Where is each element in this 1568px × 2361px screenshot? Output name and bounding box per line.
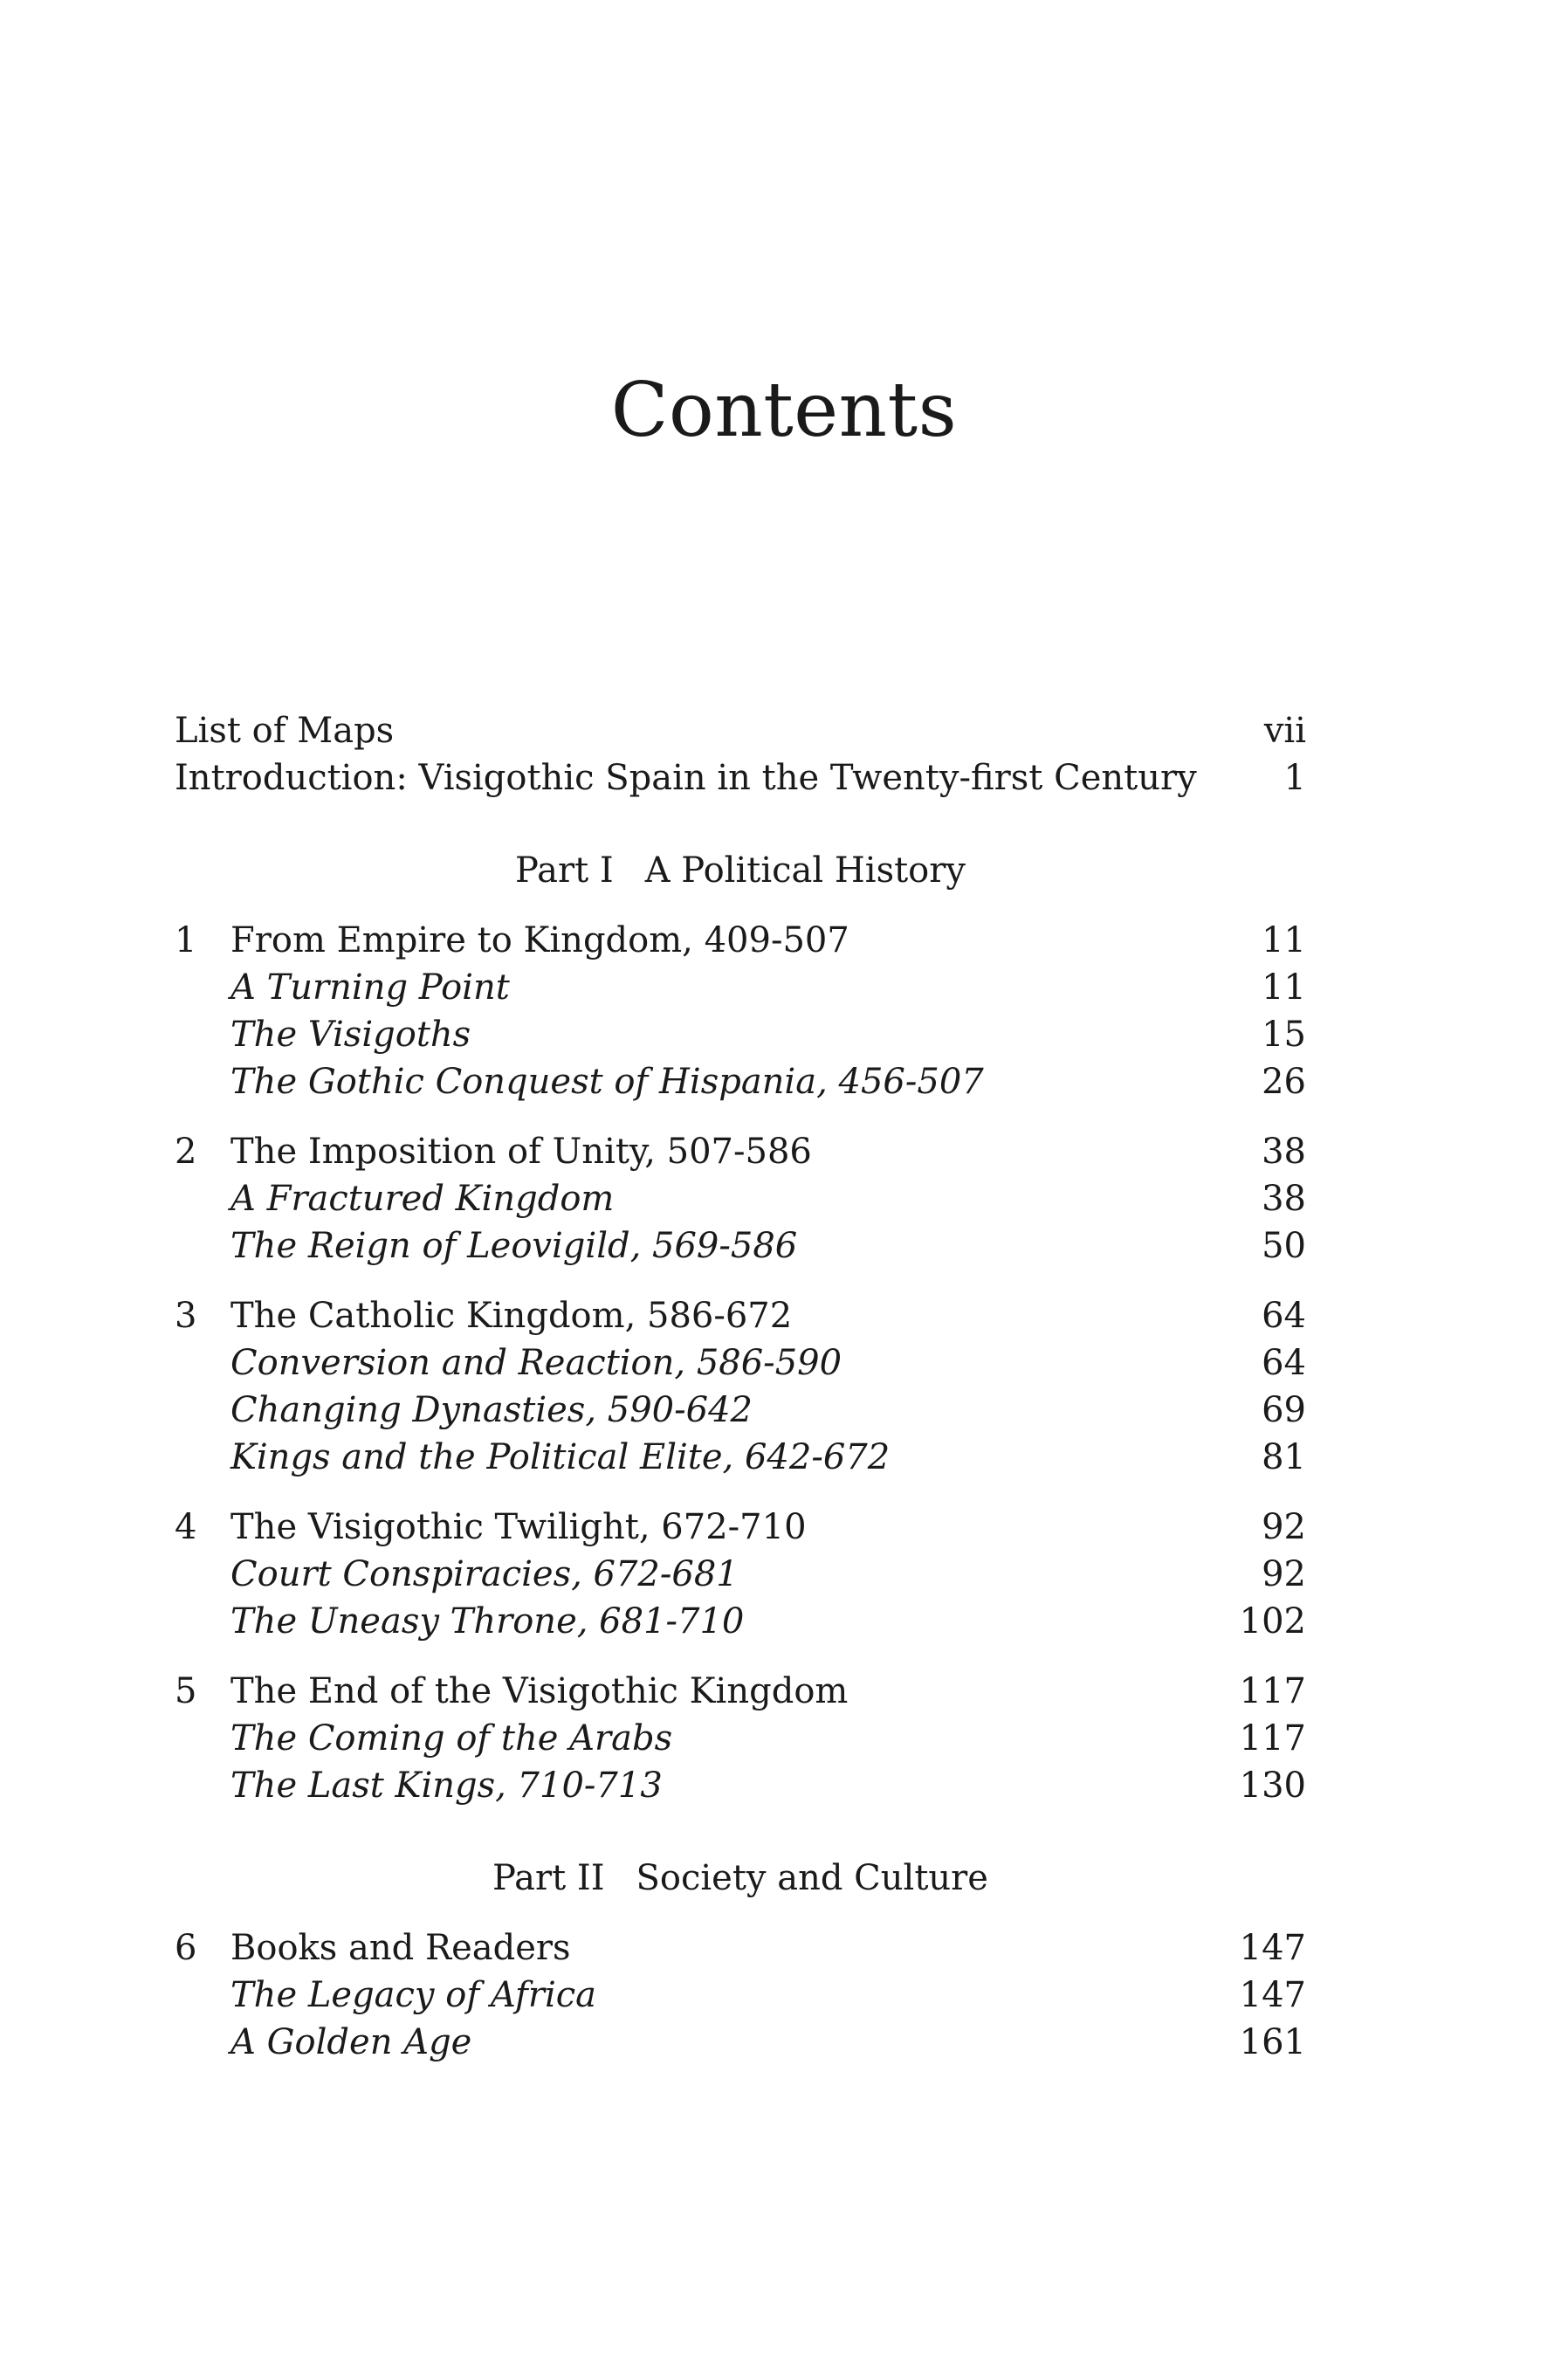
toc-chapter[interactable] <box>175 1668 1306 1715</box>
toc-chapter[interactable] <box>175 1504 1306 1551</box>
section-page: 102 <box>1239 1601 1306 1642</box>
toc-chapter[interactable] <box>175 1924 1306 1972</box>
section-page: 81 <box>1262 1437 1306 1477</box>
section-title: Court Conspiracies, 672-681 <box>230 1554 739 1594</box>
part-title: Society and Culture <box>636 1858 988 1898</box>
section-page: 50 <box>1262 1226 1306 1266</box>
toc-section[interactable] <box>175 1011 1306 1058</box>
toc-chapter[interactable] <box>175 1128 1306 1175</box>
chapter-group <box>175 917 1306 1105</box>
section-page: 69 <box>1262 1390 1306 1430</box>
toc-section[interactable] <box>175 1387 1306 1434</box>
chapter-number: 5 <box>175 1671 197 1711</box>
chapter-group <box>175 1292 1306 1481</box>
toc-chapter[interactable] <box>175 917 1306 964</box>
toc-section[interactable] <box>175 1339 1306 1387</box>
section-page: 26 <box>1262 1062 1306 1102</box>
section-title: Conversion and Reaction, 586-590 <box>230 1343 842 1383</box>
section-page: 161 <box>1239 2022 1306 2062</box>
section-page: 92 <box>1262 1554 1306 1594</box>
toc-section[interactable] <box>175 1762 1306 1809</box>
chapter-group <box>175 1924 1306 2066</box>
chapter-title: The Imposition of Unity, 507-586 <box>230 1132 812 1172</box>
section-title: The Uneasy Throne, 681-710 <box>230 1601 745 1642</box>
chapter-page: 147 <box>1239 1928 1306 1968</box>
toc-entry-page: 1 <box>1283 758 1306 798</box>
toc-entry-label: Introduction: Visigothic Spain in the Twenty-first Century <box>175 758 1197 798</box>
section-page: 130 <box>1239 1766 1306 1806</box>
toc-section[interactable] <box>175 1058 1306 1105</box>
part-heading <box>175 847 1306 894</box>
chapter-title: The End of the Visigothic Kingdom <box>230 1671 849 1711</box>
chapter-title: The Visigothic Twilight, 672-710 <box>230 1507 807 1547</box>
toc-entry-list-of-maps[interactable] <box>175 707 1306 754</box>
chapter-page: 117 <box>1239 1671 1306 1711</box>
section-page: 64 <box>1262 1343 1306 1383</box>
chapter-number: 4 <box>175 1507 197 1547</box>
part-title: A Political History <box>644 850 966 891</box>
part-number: Part II <box>492 1858 605 1898</box>
toc-entry-page: vii <box>1263 711 1306 751</box>
section-page: 15 <box>1262 1015 1306 1055</box>
toc-chapter[interactable] <box>175 1292 1306 1339</box>
section-title: The Last Kings, 710-713 <box>230 1766 663 1806</box>
chapter-group <box>175 1668 1306 1809</box>
chapter-page: 38 <box>1262 1132 1306 1172</box>
front-matter <box>175 707 1306 802</box>
chapter-page: 11 <box>1262 920 1306 960</box>
section-title: Kings and the Political Elite, 642-672 <box>230 1437 891 1477</box>
chapter-group <box>175 1128 1306 1270</box>
table-of-contents <box>175 707 1306 2089</box>
section-title: The Coming of the Arabs <box>230 1718 673 1759</box>
toc-section[interactable] <box>175 1434 1306 1481</box>
section-title: Changing Dynasties, 590-642 <box>230 1390 753 1430</box>
chapter-title: From Empire to Kingdom, 409-507 <box>230 920 849 960</box>
section-title: The Legacy of Africa <box>230 1975 596 2015</box>
toc-section[interactable] <box>175 1222 1306 1270</box>
section-title: The Gothic Conquest of Hispania, 456-507 <box>230 1062 984 1102</box>
chapter-number: 2 <box>175 1132 197 1172</box>
toc-section[interactable] <box>175 1715 1306 1762</box>
toc-section[interactable] <box>175 1551 1306 1598</box>
toc-section[interactable] <box>175 1972 1306 2019</box>
chapter-page: 92 <box>1262 1507 1306 1547</box>
toc-section[interactable] <box>175 1598 1306 1645</box>
chapter-group <box>175 1504 1306 1645</box>
section-title: A Turning Point <box>230 967 510 1008</box>
chapter-number: 1 <box>175 920 197 960</box>
section-page: 11 <box>1262 967 1306 1008</box>
section-title: The Reign of Leovigild, 569-586 <box>230 1226 798 1266</box>
part-heading <box>175 1855 1306 1902</box>
part-number: Part I <box>515 850 614 891</box>
chapter-title: The Catholic Kingdom, 586-672 <box>230 1296 793 1336</box>
section-page: 38 <box>1262 1179 1306 1219</box>
toc-section[interactable] <box>175 964 1306 1011</box>
chapter-page: 64 <box>1262 1296 1306 1336</box>
section-page: 147 <box>1239 1975 1306 2015</box>
chapter-title: Books and Readers <box>230 1928 571 1968</box>
toc-entry-introduction[interactable] <box>175 754 1306 802</box>
page-title: Contents <box>610 367 958 454</box>
toc-section[interactable] <box>175 2019 1306 2066</box>
section-title: A Golden Age <box>230 2022 472 2062</box>
toc-entry-label: List of Maps <box>175 711 395 751</box>
toc-section[interactable] <box>175 1175 1306 1222</box>
section-page: 117 <box>1239 1718 1306 1759</box>
section-title: A Fractured Kingdom <box>230 1179 615 1219</box>
section-title: The Visigoths <box>230 1015 471 1055</box>
chapter-number: 6 <box>175 1928 197 1968</box>
chapter-number: 3 <box>175 1296 197 1336</box>
